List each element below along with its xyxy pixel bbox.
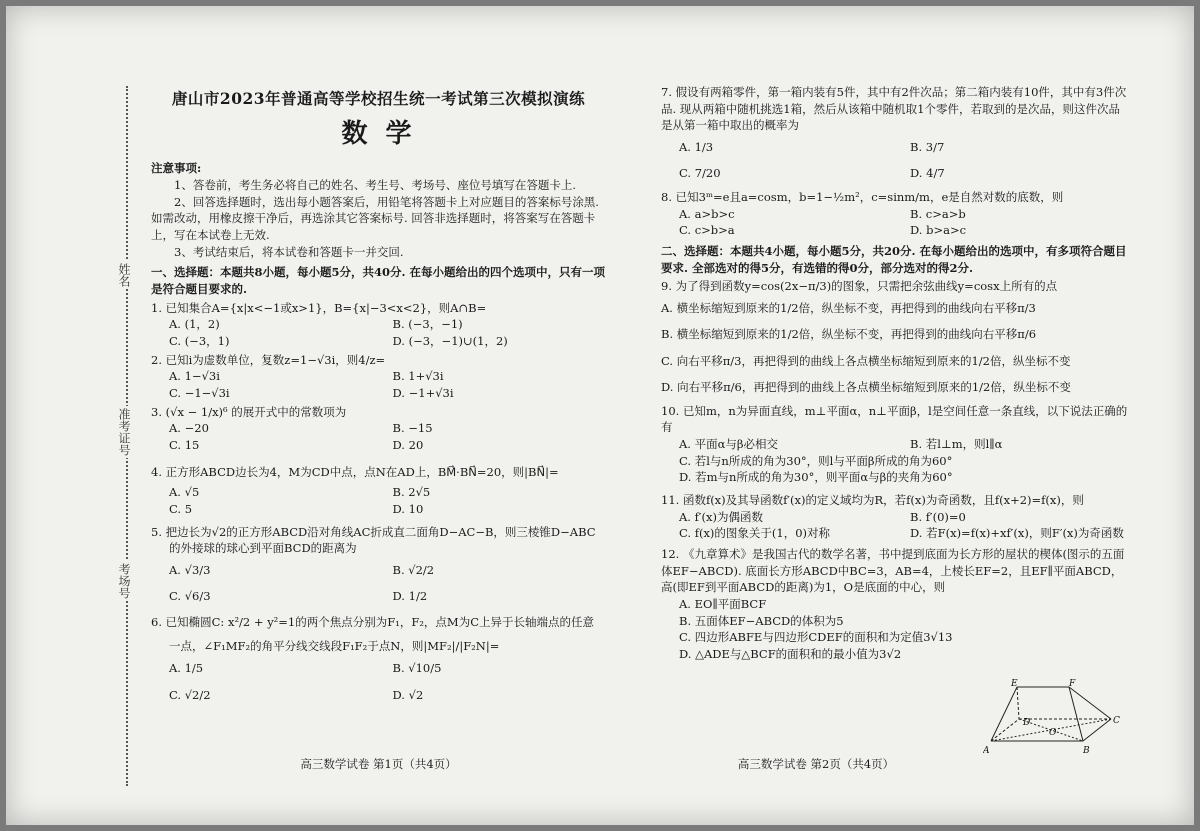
question-12-stem: 12. 《九章算术》是我国古代的数学名著，书中提到底面为长方形的屋状的楔体(图示的五面体EF−ABCD). 底面长方形ABCD中BC=3，AB=4，上棱长EF=2，且EF∥平面ABCD，高(即EF到平面ABCD的距离)为1，O是底面的中心，则 (661, 547, 1125, 595)
question-1 (151, 300, 606, 350)
q12-option-a: A. EO∥平面BCF (679, 597, 767, 612)
notes-heading: 注意事项: (151, 161, 202, 176)
q6-option-c: C. √2/2 (169, 687, 211, 702)
q6-option-b: B. √10/5 (392, 661, 442, 676)
wedge-figure (983, 679, 1123, 759)
question-10 (661, 403, 1131, 486)
q7-option-c: C. 7/20 (679, 166, 721, 181)
margin-id-label: 准考证号 (117, 408, 131, 456)
exam-title: 唐山市2023年普通高等学校招生统一考试第三次模拟演练 (171, 89, 586, 108)
q2-option-d: D. −1+√3i (392, 385, 454, 400)
question-9 (661, 278, 1131, 400)
question-12 (661, 546, 1131, 663)
q1-option-b: B. (−3，−1) (392, 317, 463, 332)
q8-option-d: D. b>a>c (910, 223, 967, 238)
question-7 (661, 84, 1131, 187)
question-6 (151, 614, 606, 708)
q6-option-a: A. 1/5 (169, 661, 204, 676)
q3-option-d: D. 20 (392, 437, 424, 452)
q11-option-c: C. f(x)的图象关于(1，0)对称 (679, 526, 831, 541)
q10-option-a: A. 平面α与β必相交 (679, 437, 779, 452)
section-2-heading: 二、选择题：本题共4小题，每小题5分，共20分. 在每小题给出的选项中，有多项符合题目要求. 全部选对的得5分，有选错的得0分，部分选对的得2分. (661, 243, 1127, 275)
q5-option-c: C. √6/3 (169, 589, 211, 604)
q5-option-d: D. 1/2 (392, 589, 428, 604)
q7-option-d: D. 4/7 (910, 166, 945, 181)
q3-option-c: C. 15 (169, 437, 200, 452)
question-11 (661, 492, 1131, 542)
label-d: D (1023, 718, 1031, 728)
q3-option-a: A. −20 (169, 421, 209, 436)
question-3 (151, 404, 606, 454)
q12-option-d: D. △ADE与△BCF的面积和的最小值为3√2 (679, 647, 902, 662)
q6-option-d: D. √2 (392, 687, 424, 702)
question-9-stem: 9. 为了得到函数y=cos(2x−π/3)的图象，只需把余弦曲线y=cosx上所有的点 (661, 279, 1058, 294)
q1-option-d: D. (−3，−1)∪(1，2) (392, 333, 508, 348)
q4-option-a: A. √5 (169, 485, 200, 500)
question-3-stem: 3. (√x − 1/x)⁶ 的展开式中的常数项为 (151, 404, 347, 419)
question-2 (151, 352, 606, 402)
q7-option-a: A. 1/3 (679, 140, 714, 155)
q5-option-a: A. √3/3 (169, 562, 211, 577)
q8-option-a: A. a>b>c (679, 206, 735, 221)
q12-option-c: C. 四边形ABFE与四边形CDEF的面积和为定值3√13 (679, 630, 953, 645)
subject-title: 数学 (341, 119, 430, 150)
margin-room-label: 考场号 (117, 563, 131, 599)
q2-option-c: C. −1−√3i (169, 385, 230, 400)
q9-option-b: B. 横坐标缩短到原来的1/2倍，纵坐标不变，再把得到的曲线向右平移π/6 (661, 327, 1037, 342)
note-1: 1、答卷前，考生务必将自己的姓名、考生号、考场号、座位号填写在答题卡上. (174, 177, 576, 192)
question-5-stem-1: 5. 把边长为√2的正方形ABCD沿对角线AC折成直二面角D−AC−B，则三棱锥D−ABC (151, 524, 596, 539)
q4-option-d: D. 10 (392, 501, 424, 516)
question-5 (151, 524, 606, 610)
question-6-stem-2: 一点，∠F₁MF₂的角平分线交线段F₁F₂于点N，则|MF₂|/|F₂N|= (169, 639, 500, 654)
q2-option-b: B. 1+√3i (392, 369, 444, 384)
question-5-stem-2: 的外接球的球心到平面BCD的距离为 (169, 541, 357, 556)
label-b: B (1083, 746, 1090, 756)
q11-option-a: A. f′(x)为偶函数 (679, 509, 763, 524)
label-e: E (1011, 679, 1018, 689)
q8-option-c: C. c>b>a (679, 223, 735, 238)
note-2: 2、回答选择题时，选出每小题答案后，用铅笔将答题卡上对应题目的答案标号涂黑. 如需改动，用橡皮擦干净后，再选涂其它答案标号. 回答非选择题时，将答案写在答题卡上，写在本试卷上无效. (151, 194, 599, 242)
label-o: O (1049, 728, 1057, 738)
q2-option-a: A. 1−√3i (169, 369, 220, 384)
q9-option-a: A. 横坐标缩短到原来的1/2倍，纵坐标不变，再把得到的曲线向右平移π/3 (661, 300, 1036, 315)
q4-option-c: C. 5 (169, 501, 193, 516)
q10-option-d: D. 若m与n所成的角为30°，则平面α与β的夹角为60° (679, 470, 953, 485)
question-4 (151, 464, 606, 518)
question-10-stem: 10. 已知m，n为异面直线，m⊥平面α，n⊥平面β，l是空间任意一条直线，以下说法正确的有 (661, 403, 1128, 435)
question-6-stem-1: 6. 已知椭圆C: x²/2 + y²=1的两个焦点分别为F₁，F₂，点M为C上异于长轴端点的任意 (151, 614, 594, 629)
question-8-stem: 8. 已知3ᵐ=e且a=cosm，b=1−½m²，c=sinm/m，e是自然对数的底数，则 (661, 189, 1064, 204)
question-2-stem: 2. 已知i为虚数单位，复数z=1−√3i，则4/z= (151, 352, 386, 367)
q9-option-d: D. 向右平移π/6，再把得到的曲线上各点横坐标缩短到原来的1/2倍，纵坐标不变 (661, 380, 1071, 395)
question-8 (661, 189, 1131, 239)
label-a: A (983, 746, 990, 756)
q12-option-b: B. 五面体EF−ABCD的体积为5 (679, 613, 844, 628)
q3-option-b: B. −15 (392, 421, 433, 436)
q11-option-d: D. 若F(x)=f(x)+xf′(x)，则F′(x)为奇函数 (910, 526, 1124, 541)
q10-option-c: C. 若l与n所成的角为30°，则l与平面β所成的角为60° (679, 453, 953, 468)
question-4-stem: 4. 正方形ABCD边长为4，M为CD中点，点N在AD上，BM⃗·BN⃗=20，则|BN⃗|= (151, 464, 559, 479)
page-1 (151, 6, 606, 825)
margin-name-label: 姓名 (117, 263, 131, 287)
q4-option-b: B. 2√5 (392, 485, 431, 500)
question-11-stem: 11. 函数f(x)及其导函数f′(x)的定义域均为R，若f(x)为奇函数，且f(x+2)=f(x)，则 (661, 493, 1084, 508)
q10-option-b: B. 若l⊥m，则l∥α (910, 437, 1003, 452)
q11-option-b: B. f′(0)=0 (910, 509, 966, 524)
page-2-footer: 高三数学试卷 第2页（共4页） (737, 757, 895, 772)
q5-option-b: B. √2/2 (392, 562, 435, 577)
question-7-stem: 7. 假设有两箱零件，第一箱内装有5件，其中有2件次品；第二箱内装有10件，其中有3件次品. 现从两箱中随机挑选1箱，然后从该箱中随机取1个零件，若取到的是次品，则这件次品是从第一箱中取出的概率为 (661, 85, 1127, 133)
section-1-heading: 一、选择题：本题共8小题，每小题5分，共40分. 在每小题给出的四个选项中，只有一项是符合题目要求的. (151, 265, 606, 296)
exam-sheet (6, 6, 1194, 825)
label-f: F (1069, 679, 1076, 689)
q1-option-c: C. (−3，1) (169, 333, 230, 348)
q9-option-c: C. 向右平移π/3，再把得到的曲线上各点横坐标缩短到原来的1/2倍，纵坐标不变 (661, 353, 1071, 368)
note-3: 3、考试结束后，将本试卷和答题卡一并交回. (174, 244, 404, 259)
page-1-footer: 高三数学试卷 第1页（共4页） (300, 757, 457, 772)
question-1-stem: 1. 已知集合A={x|x<−1或x>1}，B={x|−3<x<2}，则A∩B= (151, 300, 487, 315)
page-2 (661, 6, 1131, 825)
label-c: C (1113, 716, 1120, 726)
q8-option-b: B. c>a>b (910, 206, 966, 221)
q7-option-b: B. 3/7 (910, 140, 945, 155)
q1-option-a: A. (1，2) (169, 317, 220, 332)
